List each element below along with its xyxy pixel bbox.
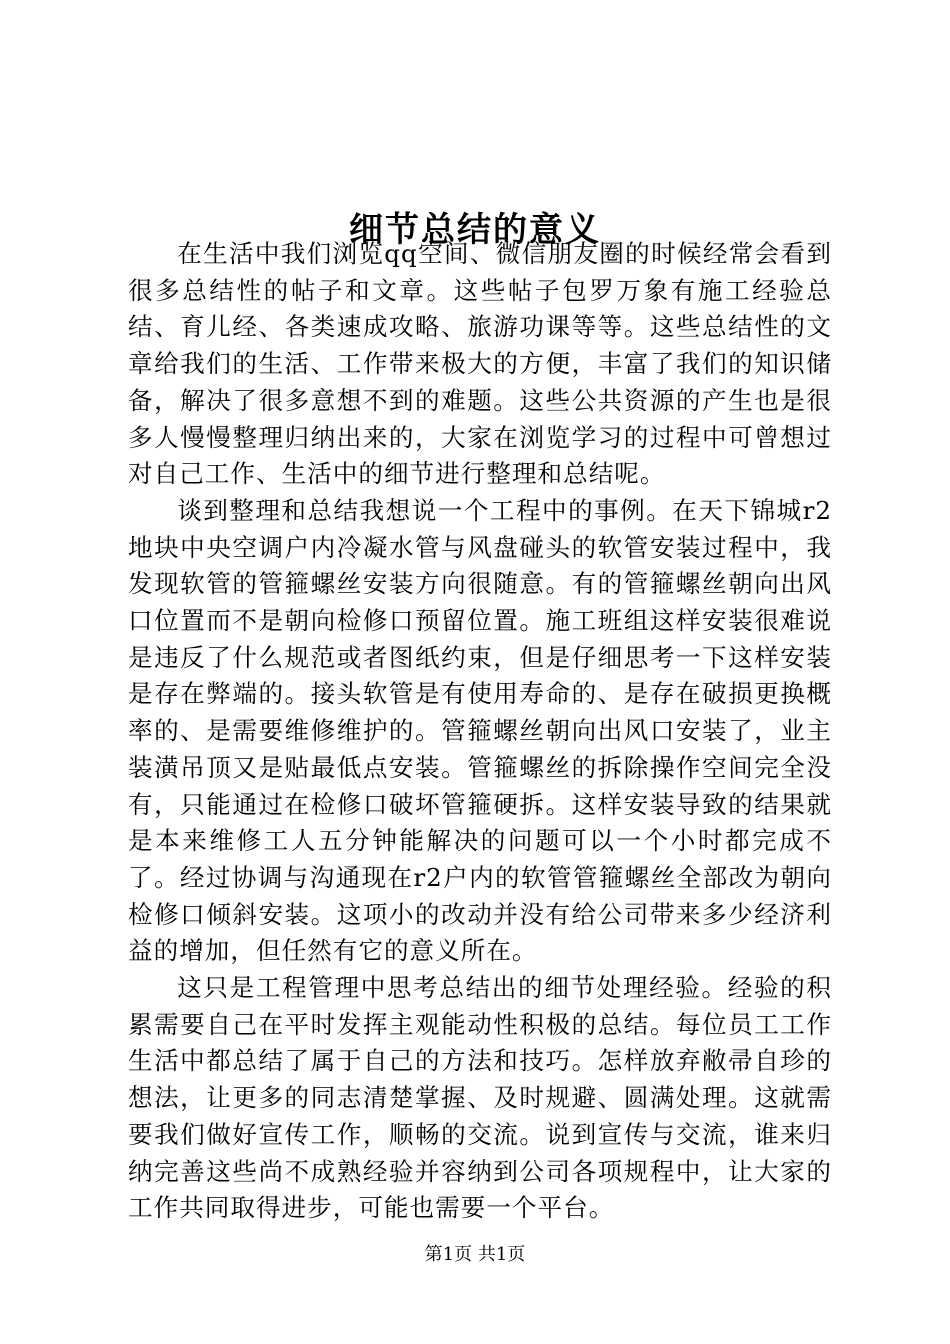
document-body <box>128 236 832 1227</box>
paragraph-1: 在生活中我们浏览qq空间、微信朋友圈的时候经常会看到很多总结性的帖子和文章。这些帖子包罗万象有施工经验总结、育儿经、各类速成攻略、旅游功课等等。这些总结性的文章给我们的生活、工作带来极大的方便，丰富了我们的知识储备，解决了很多意想不到的难题。这些公共资源的产生也是很多人慢慢整理归纳出来的，大家在浏览学习的过程中可曾想过对自己工作、生活中的细节进行整理和总结呢。 <box>128 239 832 489</box>
page-number-footer: 第1页 共1页 <box>424 1244 526 1265</box>
paragraph-2: 谈到整理和总结我想说一个工程中的事例。在天下锦城r2地块中央空调户内冷凝水管与风盘碰头的软管安装过程中，我发现软管的管箍螺丝安装方向很随意。有的管箍螺丝朝向出风口位置而不是朝向检修口预留位置。施工班组这样安装很难说是违反了什么规范或者图纸约束，但是仔细思考一下这样安装是存在弊端的。接头软管是有使用寿命的、是存在破损更换概率的、是需要维修维护的。管箍螺丝朝向出风口安装了，业主装潢吊顶又是贴最低点安装。管箍螺丝的拆除操作空间完全没有，只能通过在检修口破坏管箍硬拆。这样安装导致的结果就是本来维修工人五分钟能解决的问题可以一个小时都完成不了。经过协调与沟通现在r2户内的软管管箍螺丝全部改为朝向检修口倾斜安装。这项小的改动并没有给公司带来多少经济利益的增加，但任然有它的意义所在。 <box>128 495 832 966</box>
paragraph-3: 这只是工程管理中思考总结出的细节处理经验。经验的积累需要自己在平时发挥主观能动性积极的总结。每位员工工作生活中都总结了属于自己的方法和技巧。怎样放弃敝帚自珍的想法，让更多的同志清楚掌握、及时规避、圆满处理。这就需要我们做好宣传工作，顺畅的交流。说到宣传与交流，谁来归纳完善这些尚不成熟经验并容纳到公司各项规程中，让大家的工作共同取得进步，可能也需要一个平台。 <box>128 973 832 1223</box>
document-title: 细节总结的意义 <box>349 209 601 250</box>
